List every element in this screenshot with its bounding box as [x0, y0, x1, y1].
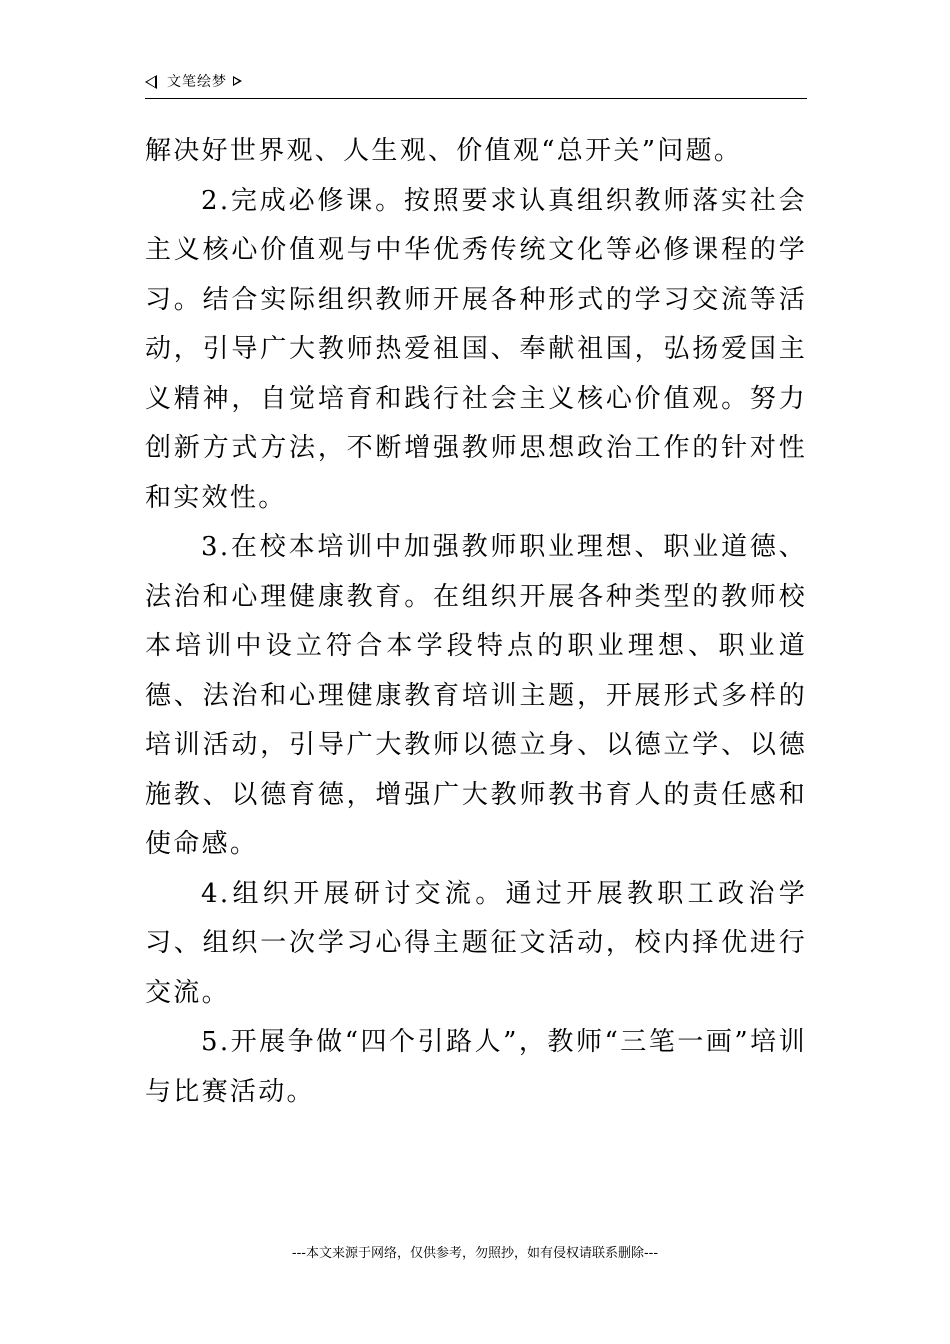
- header-title: 文笔绘梦: [167, 74, 227, 90]
- paragraph-item-4: 4.组织开展研讨交流。通过开展教职工政治学习、组织一次学习心得主题征文活动，校内择优进行交流。: [145, 878, 807, 1008]
- paragraph-item-5: 5.开展争做“四个引路人”，教师“三笔一画”培训与比赛活动。: [145, 1027, 807, 1107]
- paragraph-item-3: 3.在校本培训中加强教师职业理想、职业道德、法治和心理健康教育。在组织开展各种类型的教师校本培训中设立符合本学段特点的职业理想、职业道德、法治和心理健康教育培训主题，开展形式多样的培训活动，引导广大教师以德立身、以德立学、以德施教、以德育德，增强广大教师教书育人的责任感和使命感。: [145, 532, 807, 859]
- page-header: [145, 70, 807, 99]
- left-triangle-icon: [145, 75, 157, 89]
- page-footer: ---本文来源于网络，仅供参考，勿照抄，如有侵权请联系删除---: [291, 1246, 659, 1261]
- right-triangle-icon: [233, 76, 242, 86]
- paragraph-continuation: 解决好世界观、人生观、价值观“总开关”问题。: [145, 136, 743, 166]
- document-body: [145, 127, 807, 1117]
- paragraph-item-2: 2.完成必修课。按照要求认真组织教师落实社会主义核心价值观与中华优秀传统文化等必修课程的学习。结合实际组织教师开展各种形式的学习交流等活动，引导广大教师热爱祖国、奉献祖国，弘扬爱国主义精神，自觉培育和践行社会主义核心价值观。努力创新方式方法，不断增强教师思想政治工作的针对性和实效性。: [145, 185, 807, 513]
